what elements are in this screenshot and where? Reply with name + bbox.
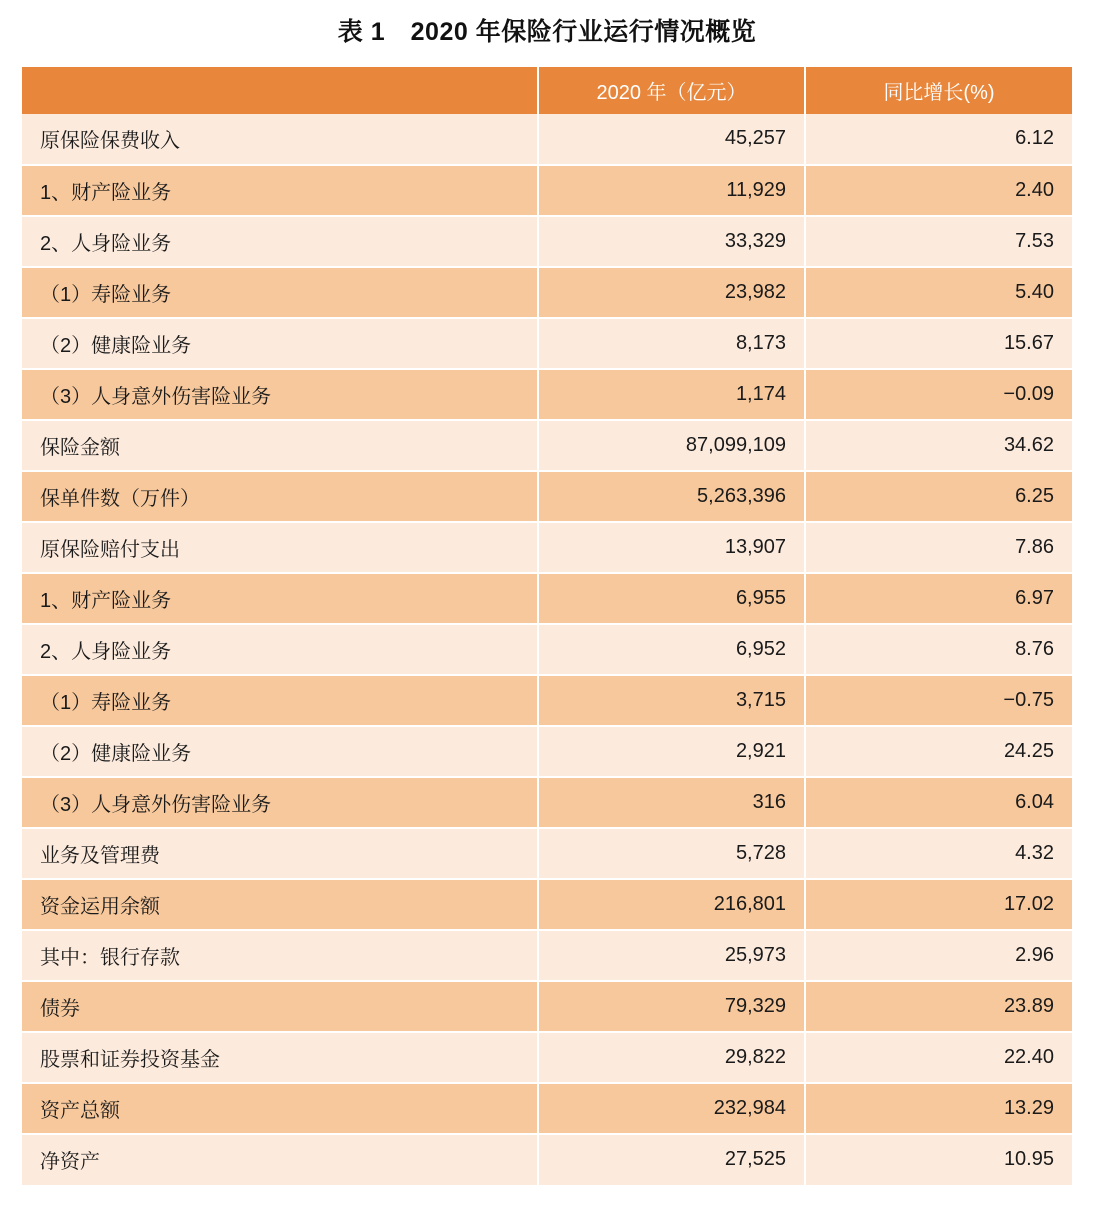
row-growth: 23.89 <box>805 981 1072 1032</box>
row-growth: 13.29 <box>805 1083 1072 1134</box>
row-growth: 4.32 <box>805 828 1072 879</box>
row-value: 13,907 <box>538 522 805 573</box>
row-label: （3）人身意外伤害险业务 <box>22 369 538 420</box>
table-row <box>22 930 1072 981</box>
row-value: 45,257 <box>538 114 805 165</box>
row-growth: 6.25 <box>805 471 1072 522</box>
row-label: 1、财产险业务 <box>22 573 538 624</box>
row-value: 23,982 <box>538 267 805 318</box>
table-row <box>22 1032 1072 1083</box>
row-label: （1）寿险业务 <box>22 675 538 726</box>
row-value: 29,822 <box>538 1032 805 1083</box>
table-row <box>22 318 1072 369</box>
table-row <box>22 165 1072 216</box>
row-value: 27,525 <box>538 1134 805 1185</box>
row-growth: 6.97 <box>805 573 1072 624</box>
row-label: （3）人身意外伤害险业务 <box>22 777 538 828</box>
row-value: 5,728 <box>538 828 805 879</box>
column-header-growth: 同比增长(%) <box>805 67 1072 114</box>
row-value: 25,973 <box>538 930 805 981</box>
row-growth: 24.25 <box>805 726 1072 777</box>
row-growth: 17.02 <box>805 879 1072 930</box>
table-row <box>22 267 1072 318</box>
table-row <box>22 726 1072 777</box>
row-label: 保险金额 <box>22 420 538 471</box>
row-label: 其中：银行存款 <box>22 930 538 981</box>
table-row <box>22 420 1072 471</box>
row-label: 2、人身险业务 <box>22 216 538 267</box>
row-growth: 6.04 <box>805 777 1072 828</box>
row-growth: 22.40 <box>805 1032 1072 1083</box>
row-value: 3,715 <box>538 675 805 726</box>
table-row <box>22 471 1072 522</box>
row-growth: 15.67 <box>805 318 1072 369</box>
table-body <box>22 114 1072 1185</box>
row-value: 79,329 <box>538 981 805 1032</box>
table-row <box>22 114 1072 165</box>
table-row <box>22 828 1072 879</box>
row-value: 8,173 <box>538 318 805 369</box>
row-value: 316 <box>538 777 805 828</box>
row-growth: −0.09 <box>805 369 1072 420</box>
row-label: 债券 <box>22 981 538 1032</box>
row-growth: 34.62 <box>805 420 1072 471</box>
row-value: 232,984 <box>538 1083 805 1134</box>
row-value: 11,929 <box>538 165 805 216</box>
table-row <box>22 573 1072 624</box>
row-growth: 7.86 <box>805 522 1072 573</box>
row-growth: 6.12 <box>805 114 1072 165</box>
row-value: 6,952 <box>538 624 805 675</box>
row-growth: 2.40 <box>805 165 1072 216</box>
row-growth: 2.96 <box>805 930 1072 981</box>
row-label: 1、财产险业务 <box>22 165 538 216</box>
row-label: 业务及管理费 <box>22 828 538 879</box>
row-value: 6,955 <box>538 573 805 624</box>
row-label: （1）寿险业务 <box>22 267 538 318</box>
row-value: 33,329 <box>538 216 805 267</box>
table-row <box>22 777 1072 828</box>
row-growth: 7.53 <box>805 216 1072 267</box>
table-row <box>22 369 1072 420</box>
row-label: 资金运用余额 <box>22 879 538 930</box>
table-header-row <box>22 67 1072 114</box>
row-value: 5,263,396 <box>538 471 805 522</box>
page-title: 表 1 2020 年保险行业运行情况概览 <box>337 18 757 46</box>
row-value: 1,174 <box>538 369 805 420</box>
row-growth: −0.75 <box>805 675 1072 726</box>
table-row <box>22 216 1072 267</box>
row-label: 2、人身险业务 <box>22 624 538 675</box>
column-header-value: 2020 年（亿元） <box>538 67 805 114</box>
row-growth: 8.76 <box>805 624 1072 675</box>
table-row <box>22 1134 1072 1185</box>
row-label: 资产总额 <box>22 1083 538 1134</box>
table-row <box>22 879 1072 930</box>
table-row <box>22 624 1072 675</box>
table-row <box>22 1083 1072 1134</box>
row-value: 2,921 <box>538 726 805 777</box>
insurance-overview-table <box>22 67 1072 1185</box>
row-label: 原保险保费收入 <box>22 114 538 165</box>
row-label: 净资产 <box>22 1134 538 1185</box>
table-row <box>22 981 1072 1032</box>
table-row <box>22 522 1072 573</box>
row-label: 原保险赔付支出 <box>22 522 538 573</box>
table-row <box>22 675 1072 726</box>
row-label: （2）健康险业务 <box>22 726 538 777</box>
row-value: 216,801 <box>538 879 805 930</box>
row-growth: 5.40 <box>805 267 1072 318</box>
row-label: 保单件数（万件） <box>22 471 538 522</box>
table-header <box>22 67 1072 114</box>
column-header-item <box>22 67 538 114</box>
row-label: （2）健康险业务 <box>22 318 538 369</box>
row-growth: 10.95 <box>805 1134 1072 1185</box>
row-value: 87,099,109 <box>538 420 805 471</box>
row-label: 股票和证券投资基金 <box>22 1032 538 1083</box>
